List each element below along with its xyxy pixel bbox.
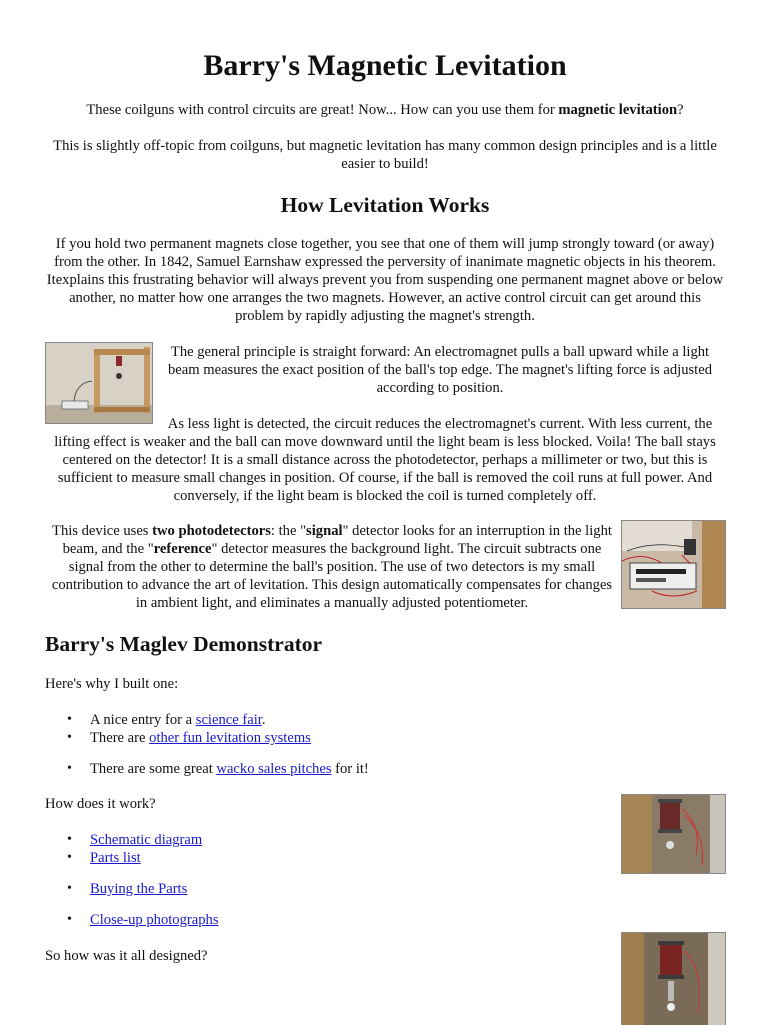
bullet-icon: • <box>67 881 72 896</box>
list-text: for it! <box>331 761 369 777</box>
designed-text: So how was it all designed? <box>45 948 208 964</box>
list-item <box>45 760 369 778</box>
bullet-icon: • <box>67 912 72 927</box>
offtopic-paragraph: This is slightly off-topic from coilguns, but magnetic levitation has many common design principles and is a little easier to build! <box>53 138 717 172</box>
schematic-link[interactable]: Schematic diagram <box>90 832 203 848</box>
intro-text-end: ? <box>677 102 684 118</box>
list-item <box>45 729 369 747</box>
intro-bold-text: magnetic levitation <box>558 102 678 118</box>
bullet-icon: • <box>67 712 72 727</box>
device-bold-signal: signal <box>306 523 343 539</box>
device-paragraph <box>45 522 619 612</box>
device-text: This device uses <box>52 523 153 539</box>
how-work-text: How does it work? <box>45 796 156 812</box>
bullet-icon: • <box>67 761 72 776</box>
list-text: There are some great <box>90 761 217 777</box>
magnet-assembly-photo[interactable] <box>621 932 726 1025</box>
other-levitation-link[interactable]: other fun levitation systems <box>149 730 311 746</box>
circuit-board-image <box>622 521 725 608</box>
list-item <box>45 831 219 849</box>
device-bold-photodetectors: two photodetectors <box>152 523 271 539</box>
bullet-icon: • <box>67 850 72 865</box>
buying-parts-link[interactable]: Buying the Parts <box>90 881 188 897</box>
maglev-frame-photo[interactable] <box>45 342 153 424</box>
page-title: Barry's Magnetic Levitation <box>203 49 567 82</box>
circuit-board-photo[interactable] <box>621 520 726 609</box>
intro-paragraph <box>45 101 725 119</box>
science-fair-link[interactable]: science fair <box>195 712 262 728</box>
closeup-photos-link[interactable]: Close-up photographs <box>90 912 219 928</box>
bullet-icon: • <box>67 730 72 745</box>
list-text: There are <box>90 730 150 746</box>
list-item <box>45 711 369 729</box>
list-item <box>45 911 219 929</box>
how-paragraph-2: The general principle is straight forward: An electromagnet pulls a ball upward while a light beam measures the exact position of the ball's top edge. The magnet's lifting force is adjusted according to position. <box>168 344 712 396</box>
list-item <box>45 880 219 898</box>
device-bold-reference: reference <box>153 541 212 557</box>
list-item <box>45 849 219 867</box>
parts-list-link[interactable]: Parts list <box>90 850 141 866</box>
magnet-assembly-image <box>622 933 725 1025</box>
intro-text: These coilguns with control circuits are great! Now... How can you use them for <box>86 102 559 118</box>
list-text: A nice entry for a <box>90 712 196 728</box>
how-work-list <box>45 831 219 929</box>
device-text: " detector looks for an interruption in the light beam, and the " <box>62 523 612 557</box>
demonstrator-heading: Barry's Maglev Demonstrator <box>45 632 323 656</box>
device-text: " detector measures the background light. The circuit subtracts one signal from the other to determine the ball's position. The use of two detectors is my small contribution to advance the art of levitation. This design automatically compensates for changes in ambient light, and eliminates a manually adjusted potentiometer. <box>51 541 613 611</box>
how-paragraph-3: As less light is detected, the circuit reduces the electromagnet's current. With less current, the lifting effect is weaker and the ball can move downward until the light beam is less blocked. Voila! The ball stays centered on the detector! It is a small distance across the photodetector, perhaps a millimeter or two, but this is sufficient to measure small changes in position. Of course, if the ball is removed the coil runs at full power. And conversely, if the light beam is blocked the coil is turned completely off. <box>54 416 716 504</box>
coil-closeup-image <box>622 795 725 873</box>
why-text: Here's why I built one: <box>45 676 179 692</box>
how-levitation-heading: How Levitation Works <box>280 193 490 217</box>
coil-closeup-photo[interactable] <box>621 794 726 874</box>
device-text: : the " <box>270 523 307 539</box>
bullet-icon: • <box>67 832 72 847</box>
how-paragraph-1: If you hold two permanent magnets close together, you see that one of them will jump strongly toward (or away) from the other. In 1842, Samuel Earnshaw expressed the perversity of inanimate magnetic objects in his theorem. Itexplains this frustrating behavior will always prevent you from suspending one permanent magnet above or below another, no matter how one arranges the two magnets. However, an active control circuit can get around this problem by rapidly adjusting the magnet's strength. <box>46 236 724 324</box>
why-list <box>45 711 369 778</box>
sales-pitches-link[interactable]: wacko sales pitches <box>216 761 332 777</box>
list-text: . <box>261 712 266 728</box>
maglev-frame-image <box>46 343 152 423</box>
